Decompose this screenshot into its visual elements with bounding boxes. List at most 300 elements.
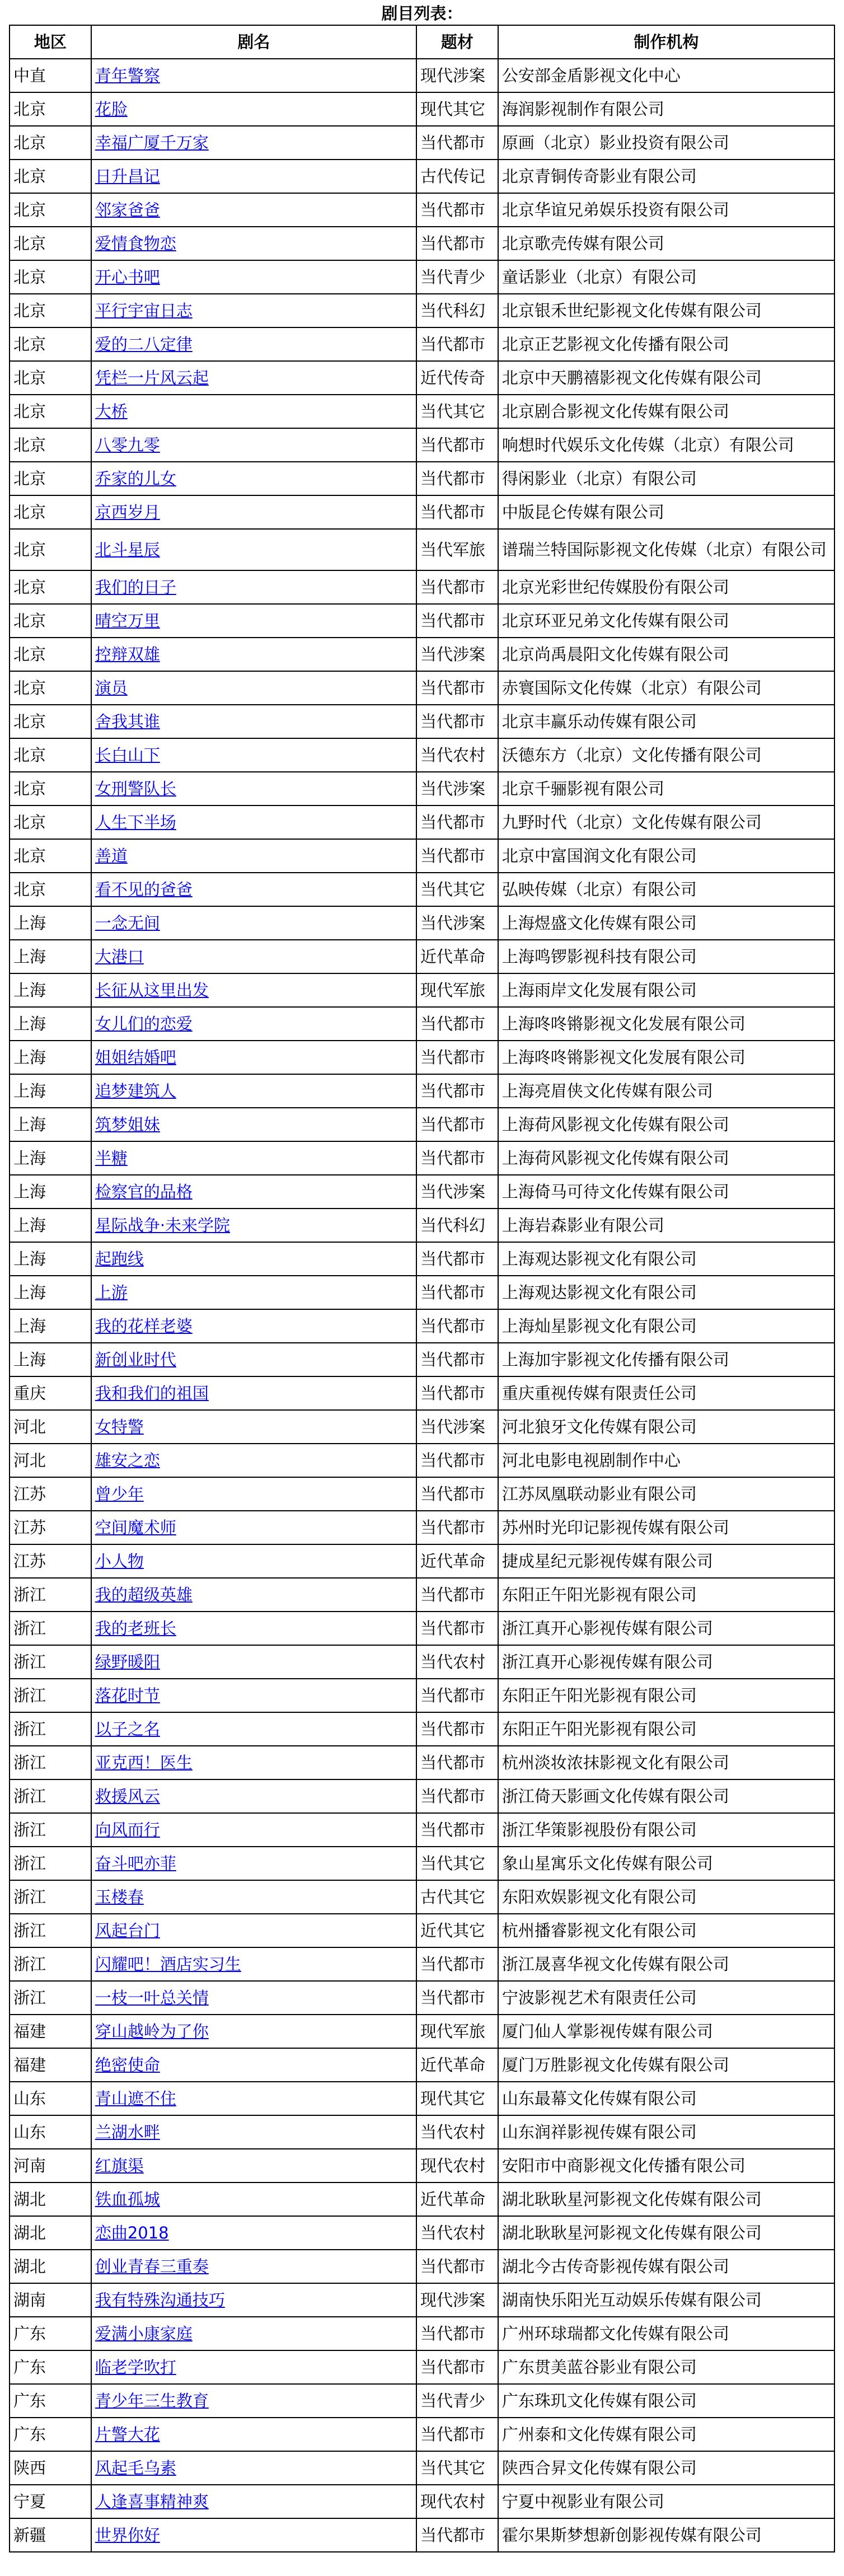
drama-title-link[interactable]: 女特警	[95, 1417, 144, 1436]
drama-title-link[interactable]: 长征从这里出发	[95, 981, 209, 1000]
cell-genre	[417, 840, 499, 873]
table-row	[9, 974, 835, 1008]
table-row	[9, 1108, 835, 1142]
region-text: 浙江	[13, 1652, 46, 1671]
genre-text: 当代都市	[420, 469, 486, 488]
region-text: 上海	[13, 1014, 46, 1033]
cell-title	[92, 160, 417, 194]
genre-text: 当代都市	[420, 611, 486, 630]
table-row	[9, 1243, 835, 1276]
cell-region	[10, 429, 92, 462]
drama-title-link[interactable]: 亚克西！医生	[95, 1753, 193, 1772]
table-row	[9, 2452, 835, 2485]
drama-title-link[interactable]: 幸福广厦千万家	[95, 133, 209, 152]
drama-title-link[interactable]: 青少年三生教育	[95, 2391, 209, 2410]
cell-region	[10, 907, 92, 940]
drama-title-link[interactable]: 凭栏一片风云起	[95, 368, 209, 387]
drama-title-link[interactable]: 乔家的儿女	[95, 469, 176, 488]
cell-region	[10, 974, 92, 1008]
cell-title	[92, 2485, 417, 2519]
cell-title	[92, 705, 417, 739]
genre-text: 当代都市	[420, 2257, 486, 2276]
cell-producer	[499, 328, 835, 362]
producer-text: 浙江真开心影视传媒有限公司	[501, 1619, 713, 1638]
table-row	[9, 772, 835, 806]
drama-title-link[interactable]: 曾少年	[95, 1484, 144, 1504]
cell-producer	[499, 1713, 835, 1746]
drama-title-link[interactable]: 京西岁月	[95, 503, 160, 522]
genre-text: 古代其它	[420, 1887, 486, 1907]
drama-title-link[interactable]: 八零九零	[95, 435, 160, 455]
cell-title	[92, 2116, 417, 2149]
cell-region	[10, 328, 92, 362]
cell-producer	[499, 1142, 835, 1175]
region-text: 湖北	[13, 2257, 46, 2276]
cell-region	[10, 1545, 92, 1579]
region-text: 北京	[13, 368, 46, 387]
producer-text: 上海岩森影业有限公司	[501, 1216, 664, 1235]
cell-genre	[417, 2183, 499, 2217]
genre-text: 当代都市	[420, 200, 486, 219]
region-text: 广东	[13, 2425, 46, 2444]
region-text: 中直	[13, 66, 46, 85]
cell-region	[10, 940, 92, 974]
region-text: 浙江	[13, 1686, 46, 1705]
cell-producer	[499, 1579, 835, 1612]
drama-title-link[interactable]: 半糖	[95, 1149, 128, 1168]
cell-region	[10, 1310, 92, 1343]
region-text: 上海	[13, 1283, 46, 1302]
cell-region	[10, 1075, 92, 1108]
cell-genre	[417, 638, 499, 672]
drama-title-link[interactable]: 开心书吧	[95, 268, 160, 287]
producer-text: 湖北耿耿星河影视文化传媒有限公司	[501, 2190, 762, 2209]
region-text: 浙江	[13, 1585, 46, 1604]
genre-text: 当代农村	[420, 2223, 486, 2242]
cell-producer	[499, 1948, 835, 1982]
cell-title	[92, 2217, 417, 2250]
cell-region	[10, 1243, 92, 1276]
cell-producer	[499, 1276, 835, 1310]
drama-title-link[interactable]: 风起毛乌素	[95, 2458, 176, 2477]
table-row	[9, 261, 835, 294]
table-row	[9, 2082, 835, 2116]
region-text: 福建	[13, 2022, 46, 2041]
cell-title	[92, 806, 417, 840]
region-text: 浙江	[13, 1921, 46, 1940]
cell-region	[10, 1713, 92, 1746]
drama-title-link[interactable]: 绿野暖阳	[95, 1652, 160, 1671]
drama-title-link[interactable]: 人生下半场	[95, 813, 176, 832]
drama-title-link[interactable]: 检察官的品格	[95, 1182, 193, 1201]
producer-text: 东阳正午阳光影视有限公司	[501, 1720, 697, 1739]
genre-text: 当代都市	[420, 435, 486, 455]
cell-genre	[417, 2351, 499, 2385]
drama-title-link[interactable]: 邻家爸爸	[95, 200, 160, 219]
cell-title	[92, 772, 417, 806]
drama-title-link[interactable]: 风起台门	[95, 1921, 160, 1940]
drama-title-link[interactable]: 我的老班长	[95, 1619, 176, 1638]
region-text: 河北	[13, 1417, 46, 1436]
cell-genre	[417, 1175, 499, 1209]
drama-title-link[interactable]: 起跑线	[95, 1249, 144, 1268]
producer-text: 上海观达影视文化有限公司	[501, 1249, 697, 1268]
cell-genre	[417, 1444, 499, 1478]
drama-title-link[interactable]: 日升昌记	[95, 167, 160, 186]
table-row	[9, 429, 835, 462]
genre-text: 当代其它	[420, 2458, 486, 2477]
producer-text: 公安部金盾影视文化中心	[501, 66, 681, 85]
drama-title-link[interactable]: 一枝一叶总关情	[95, 1988, 209, 2007]
cell-genre	[417, 1411, 499, 1444]
genre-text: 近代其它	[420, 1921, 486, 1940]
cell-genre	[417, 1041, 499, 1075]
table-row	[9, 1310, 835, 1343]
drama-title-link[interactable]: 闪耀吧！酒店实习生	[95, 1955, 241, 1974]
table-row	[9, 806, 835, 840]
cell-title	[92, 2418, 417, 2452]
genre-text: 当代都市	[420, 813, 486, 832]
producer-text: 浙江晟喜华视文化传媒有限公司	[501, 1955, 729, 1974]
cell-title	[92, 1209, 417, 1243]
genre-text: 当代都市	[420, 2425, 486, 2444]
producer-text: 得闲影业（北京）有限公司	[501, 469, 697, 488]
cell-title	[92, 571, 417, 605]
header-genre: 题材	[417, 26, 499, 59]
drama-title-link[interactable]: 临老学吹打	[95, 2358, 176, 2377]
cell-region	[10, 1746, 92, 1780]
table-row	[9, 2217, 835, 2250]
cell-genre	[417, 294, 499, 328]
table-row	[9, 2351, 835, 2385]
drama-title-link[interactable]: 演员	[95, 678, 128, 697]
table-row	[9, 672, 835, 705]
cell-genre	[417, 127, 499, 160]
drama-title-link[interactable]: 看不见的爸爸	[95, 880, 193, 899]
cell-title	[92, 429, 417, 462]
cell-genre	[417, 974, 499, 1008]
producer-text: 北京歌壳传媒有限公司	[501, 234, 664, 253]
cell-producer	[499, 571, 835, 605]
region-text: 上海	[13, 1081, 46, 1100]
producer-text: 上海雨岸文化发展有限公司	[501, 981, 697, 1000]
cell-region	[10, 1478, 92, 1511]
table-row	[9, 362, 835, 395]
producer-text: 弘映传媒（北京）有限公司	[501, 880, 697, 899]
drama-title-link[interactable]: 平行宇宙日志	[95, 301, 193, 320]
cell-region	[10, 605, 92, 638]
cell-title	[92, 2183, 417, 2217]
region-text: 山东	[13, 2089, 46, 2108]
table-row	[9, 395, 835, 429]
producer-text: 北京千骊影视有限公司	[501, 779, 664, 798]
cell-region	[10, 2351, 92, 2385]
cell-region	[10, 462, 92, 496]
genre-text: 当代都市	[420, 578, 486, 597]
region-text: 江苏	[13, 1518, 46, 1537]
table-row	[9, 462, 835, 496]
cell-title	[92, 907, 417, 940]
region-text: 广东	[13, 2358, 46, 2377]
drama-title-link[interactable]: 姐姐结婚吧	[95, 1048, 176, 1067]
drama-title-link[interactable]: 我和我们的祖国	[95, 1384, 209, 1403]
producer-text: 北京中天鹏禧影视文化传媒有限公司	[501, 368, 762, 387]
drama-title-link[interactable]: 大桥	[95, 402, 128, 421]
genre-text: 当代都市	[420, 1384, 486, 1403]
table-row	[9, 2485, 835, 2519]
cell-genre	[417, 2082, 499, 2116]
cell-producer	[499, 261, 835, 294]
drama-title-link[interactable]: 爱情食物恋	[95, 234, 176, 253]
genre-text: 当代都市	[420, 133, 486, 152]
drama-title-link[interactable]: 绝密使命	[95, 2055, 160, 2074]
cell-genre	[417, 1243, 499, 1276]
drama-title-link[interactable]: 人逢喜事精神爽	[95, 2492, 209, 2511]
drama-title-link[interactable]: 善道	[95, 846, 128, 865]
cell-genre	[417, 2317, 499, 2351]
region-text: 北京	[13, 746, 46, 765]
drama-title-link[interactable]: 晴空万里	[95, 611, 160, 630]
producer-text: 象山星寓乐文化传媒有限公司	[501, 1854, 713, 1873]
region-text: 陕西	[13, 2458, 46, 2477]
table-row	[9, 1814, 835, 1847]
drama-title-link[interactable]: 世界你好	[95, 2526, 160, 2545]
table-row	[9, 496, 835, 530]
drama-title-link[interactable]: 新创业时代	[95, 1350, 176, 1369]
cell-region	[10, 1579, 92, 1612]
cell-producer	[499, 1108, 835, 1142]
producer-text: 苏州时光印记影视传媒有限公司	[501, 1518, 729, 1537]
drama-title-link[interactable]: 小人物	[95, 1552, 144, 1571]
drama-title-link[interactable]: 舍我其谁	[95, 712, 160, 731]
drama-title-link[interactable]: 向风而行	[95, 1820, 160, 1839]
header-region: 地区	[10, 26, 92, 59]
drama-title-link[interactable]: 筑梦姐妹	[95, 1115, 160, 1134]
genre-text: 当代都市	[420, 1484, 486, 1504]
producer-text: 浙江华策影视股份有限公司	[501, 1820, 697, 1839]
cell-producer	[499, 294, 835, 328]
cell-genre	[417, 2217, 499, 2250]
producer-text: 河北狼牙文化传媒有限公司	[501, 1417, 697, 1436]
cell-title	[92, 2452, 417, 2485]
genre-text: 现代涉案	[420, 66, 486, 85]
cell-genre	[417, 194, 499, 227]
genre-text: 当代都市	[420, 1317, 486, 1336]
table-row	[9, 1914, 835, 1948]
drama-title-link[interactable]: 以子之名	[95, 1720, 160, 1739]
drama-title-link[interactable]: 红旗渠	[95, 2156, 144, 2175]
drama-table	[9, 25, 835, 2552]
drama-title-link[interactable]: 兰湖水畔	[95, 2123, 160, 2142]
drama-title-link[interactable]: 爱的二八定律	[95, 335, 193, 354]
producer-text: 上海咚咚锵影视文化发展有限公司	[501, 1014, 745, 1033]
table-row	[9, 1780, 835, 1814]
drama-title-link[interactable]: 爱满小康家庭	[95, 2324, 193, 2343]
genre-text: 当代都市	[420, 1820, 486, 1839]
cell-region	[10, 160, 92, 194]
genre-text: 当代都市	[420, 1585, 486, 1604]
drama-title-link[interactable]: 青年警察	[95, 66, 160, 85]
cell-title	[92, 638, 417, 672]
cell-producer	[499, 2082, 835, 2116]
genre-text: 当代科幻	[420, 1216, 486, 1235]
cell-region	[10, 530, 92, 571]
region-text: 上海	[13, 1216, 46, 1235]
cell-producer	[499, 940, 835, 974]
genre-text: 当代都市	[420, 1081, 486, 1100]
table-row	[9, 1646, 835, 1679]
producer-text: 上海倚马可待文化传媒有限公司	[501, 1182, 729, 1201]
genre-text: 当代都市	[420, 503, 486, 522]
drama-title-link[interactable]: 空间魔术师	[95, 1518, 176, 1537]
drama-title-link[interactable]: 上游	[95, 1283, 128, 1302]
cell-title	[92, 2519, 417, 2552]
cell-region	[10, 705, 92, 739]
drama-title-link[interactable]: 铁血孤城	[95, 2190, 160, 2209]
drama-title-link[interactable]: 女刑警队长	[95, 779, 176, 798]
region-text: 北京	[13, 335, 46, 354]
cell-producer	[499, 362, 835, 395]
table-row	[9, 1679, 835, 1713]
region-text: 北京	[13, 611, 46, 630]
cell-region	[10, 2116, 92, 2149]
region-text: 湖南	[13, 2291, 46, 2310]
cell-genre	[417, 2116, 499, 2149]
region-text: 上海	[13, 1350, 46, 1369]
cell-region	[10, 362, 92, 395]
drama-title-link[interactable]: 大港口	[95, 947, 144, 966]
cell-producer	[499, 638, 835, 672]
genre-text: 现代其它	[420, 2089, 486, 2108]
producer-text: 东阳正午阳光影视有限公司	[501, 1686, 697, 1705]
region-text: 上海	[13, 914, 46, 933]
cell-producer	[499, 530, 835, 571]
cell-genre	[417, 571, 499, 605]
cell-title	[92, 261, 417, 294]
table-row	[9, 2519, 835, 2552]
drama-title-link[interactable]: 雄安之恋	[95, 1451, 160, 1470]
table-row	[9, 840, 835, 873]
cell-genre	[417, 530, 499, 571]
cell-title	[92, 940, 417, 974]
table-row	[9, 1377, 835, 1411]
drama-title-link[interactable]: 奋斗吧亦菲	[95, 1854, 176, 1873]
drama-title-link[interactable]: 星际战争·未来学院	[95, 1216, 231, 1235]
genre-text: 当代都市	[420, 2526, 486, 2545]
drama-title-link[interactable]: 片警大花	[95, 2425, 160, 2444]
genre-text: 当代都市	[420, 1451, 486, 1470]
cell-producer	[499, 227, 835, 261]
cell-genre	[417, 1679, 499, 1713]
region-text: 北京	[13, 678, 46, 697]
cell-region	[10, 806, 92, 840]
drama-title-link[interactable]: 玉楼春	[95, 1887, 144, 1907]
region-text: 浙江	[13, 1753, 46, 1772]
genre-text: 当代都市	[420, 1686, 486, 1705]
producer-text: 上海亮眉侠文化传媒有限公司	[501, 1081, 713, 1100]
table-row	[9, 1411, 835, 1444]
cell-genre	[417, 672, 499, 705]
drama-title-link[interactable]: 我的超级英雄	[95, 1585, 193, 1604]
genre-text: 当代都市	[420, 234, 486, 253]
cell-title	[92, 1108, 417, 1142]
cell-genre	[417, 328, 499, 362]
cell-region	[10, 1679, 92, 1713]
region-text: 北京	[13, 779, 46, 798]
table-row	[9, 907, 835, 940]
producer-text: 上海咚咚锵影视文化发展有限公司	[501, 1048, 745, 1067]
producer-text: 上海荷风影视文化传媒有限公司	[501, 1149, 729, 1168]
drama-title-link[interactable]: 救援风云	[95, 1787, 160, 1806]
drama-title-link[interactable]: 我的花样老婆	[95, 1317, 193, 1336]
producer-text: 上海灿星影视文化有限公司	[501, 1317, 697, 1336]
drama-title-link[interactable]: 追梦建筑人	[95, 1081, 176, 1100]
cell-genre	[417, 1478, 499, 1511]
cell-title	[92, 873, 417, 907]
cell-genre	[417, 1612, 499, 1646]
drama-title-link[interactable]: 一念无间	[95, 914, 160, 933]
region-text: 浙江	[13, 1887, 46, 1907]
cell-producer	[499, 1411, 835, 1444]
table-row	[9, 1881, 835, 1914]
cell-title	[92, 1948, 417, 1982]
cell-region	[10, 772, 92, 806]
drama-title-link[interactable]: 我有特殊沟通技巧	[95, 2291, 225, 2310]
region-text: 北京	[13, 100, 46, 119]
cell-producer	[499, 806, 835, 840]
cell-region	[10, 1411, 92, 1444]
cell-genre	[417, 2015, 499, 2049]
producer-text: 厦门万胜影视文化传媒有限公司	[501, 2055, 729, 2074]
cell-region	[10, 1646, 92, 1679]
producer-text: 北京剧合影视文化传媒有限公司	[501, 402, 729, 421]
drama-title-link[interactable]: 落花时节	[95, 1686, 160, 1705]
producer-text: 北京光彩世纪传媒股份有限公司	[501, 578, 729, 597]
cell-producer	[499, 1175, 835, 1209]
genre-text: 当代都市	[420, 2324, 486, 2343]
drama-title-link[interactable]: 创业青春三重奏	[95, 2257, 209, 2276]
table-row	[9, 2418, 835, 2452]
cell-title	[92, 227, 417, 261]
cell-region	[10, 840, 92, 873]
drama-title-link[interactable]: 我们的日子	[95, 578, 176, 597]
genre-text: 近代传奇	[420, 368, 486, 387]
drama-title-link[interactable]: 女儿们的恋爱	[95, 1014, 193, 1033]
cell-title	[92, 1343, 417, 1377]
cell-producer	[499, 2049, 835, 2082]
drama-title-link[interactable]: 恋曲2018	[95, 2223, 169, 2242]
producer-text: 北京中富国润文化有限公司	[501, 846, 697, 865]
cell-title	[92, 1780, 417, 1814]
drama-title-link[interactable]: 穿山越岭为了你	[95, 2022, 209, 2041]
cell-producer	[499, 1478, 835, 1511]
drama-title-link[interactable]: 青山遮不住	[95, 2089, 176, 2108]
drama-title-link[interactable]: 北斗星辰	[95, 540, 160, 559]
drama-title-link[interactable]: 控辩双雄	[95, 645, 160, 664]
cell-title	[92, 1612, 417, 1646]
cell-title	[92, 2317, 417, 2351]
cell-genre	[417, 1780, 499, 1814]
drama-title-link[interactable]: 长白山下	[95, 746, 160, 765]
cell-region	[10, 2015, 92, 2049]
table-row	[9, 2183, 835, 2217]
genre-text: 当代科幻	[420, 301, 486, 320]
cell-genre	[417, 93, 499, 127]
cell-title	[92, 1511, 417, 1545]
cell-region	[10, 395, 92, 429]
drama-title-link[interactable]: 花脸	[95, 100, 128, 119]
table-row	[9, 1545, 835, 1579]
